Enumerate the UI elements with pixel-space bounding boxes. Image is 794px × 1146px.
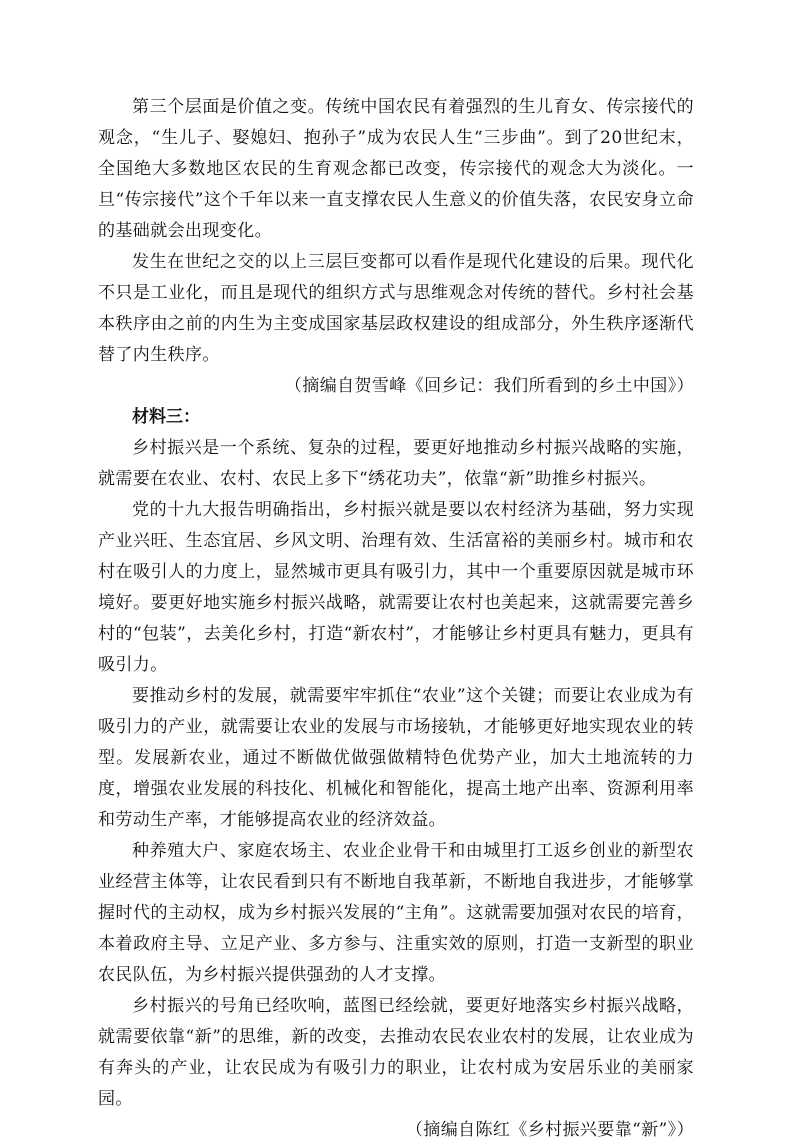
paragraph-new-farmers: 种养殖大户、家庭农场主、农业企业骨干和由城里打工返乡创业的新型农业经营主体等，让农民看到只有不断地自我革新，不断地自我进步，才能够掌握时代的主动权，成为乡村振兴发展的“主角”。这就需要加强对农民的培育，本着政府主导、立足产业、多方参与、注重实效的原则，打造一支新型的职业农民队伍，为乡村振兴提供强劲的人才支撑。 xyxy=(98,841,694,985)
paragraph-nineteenth-congress: 党的十九大报告明确指出，乡村振兴就是要以农村经济为基础，努力实现产业兴旺、生态宜居、乡风文明、治理有效、生活富裕的美丽乡村。城市和农村在吸引人的力度上，显然城市更具有吸引力，其中一个重要原因就是城市环境好。要更好地实施乡村振兴战略，就需要让农村也美起来，这就需要完善乡村的“包装”，去美化乡村，打造“新农村”，才能够让乡村更具有魅力，更具有吸引力。 xyxy=(98,500,694,675)
document-body xyxy=(98,92,694,1146)
paragraph-conclusion: 乡村振兴的号角已经吹响，蓝图已经绘就，要更好地落实乡村振兴战略，就需要依靠“新”的思维，新的改变，去推动农民农业农村的发展，让农业成为有奔头的产业，让农民成为有吸引力的职业，让农村成为安居乐业的美丽家园。 xyxy=(98,996,694,1109)
material-three-heading: 材料三： xyxy=(132,407,200,427)
source-citation-1: （摘编自贺雪峰《回乡记：我们所看到的乡土中国》） xyxy=(284,376,694,396)
paragraph-rural-revitalization-intro: 乡村振兴是一个系统、复杂的过程，要更好地推动乡村振兴战略的实施，就需要在农业、农村、农民上多下“绣花功夫”，依靠“新”助推乡村振兴。 xyxy=(98,438,694,489)
source-citation-2: （摘编自陈红《乡村振兴要靠“新”》） xyxy=(405,1120,694,1140)
paragraph-value-change: 第三个层面是价值之变。传统中国农民有着强烈的生儿育女、传宗接代的观念，“生儿子、娶媳妇、抱孙子”成为农民人生“三步曲”。到了20世纪末，全国绝大多数地区农民的生育观念都已改变，传宗接代的观念大为淡化。一旦“传宗接代”这个千年以来一直支撑农民人生意义的价值失落，农民安身立命的基础就会出现变化。 xyxy=(98,97,694,241)
paragraph-modernization: 发生在世纪之交的以上三层巨变都可以看作是现代化建设的后果。现代化不只是工业化，而且是现代的组织方式与思维观念对传统的替代。乡村社会基本秩序由之前的内生为主变成国家基层政权建设的组成部分，外生秩序逐渐代替了内生秩序。 xyxy=(98,252,694,365)
paragraph-agriculture-key: 要推动乡村的发展，就需要牢牢抓住“农业”这个关键；而要让农业成为有吸引力的产业，就需要让农业的发展与市场接轨，才能够更好地实现农业的转型。发展新农业，通过不断做优做强做精特色优势产业，加大土地流转的力度，增强农业发展的科技化、机械化和智能化，提高土地产出率、资源利用率和劳动生产率，才能够提高农业的经济效益。 xyxy=(98,686,694,830)
